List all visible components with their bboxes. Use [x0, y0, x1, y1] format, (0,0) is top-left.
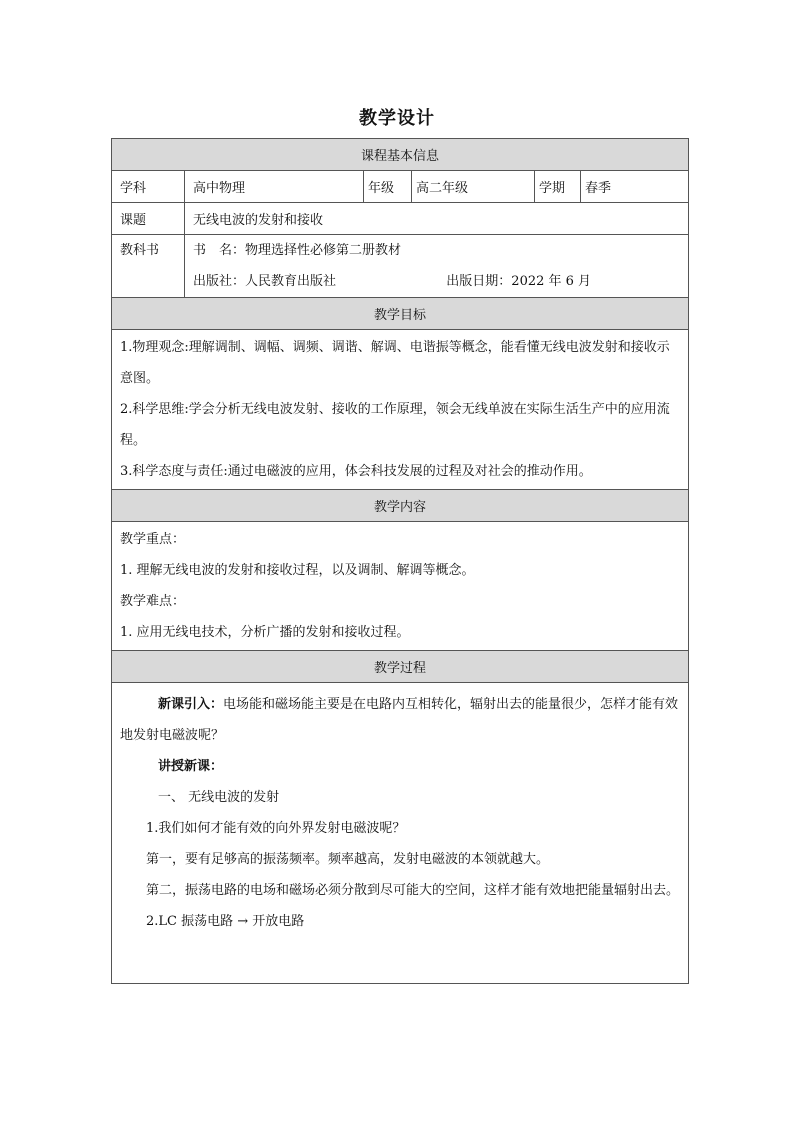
textbook-row [112, 235, 689, 298]
textbook-details [185, 235, 689, 298]
book-name-line: 书 名：物理选择性必修第二册教材 [193, 243, 402, 258]
topic-label: 课题 [112, 203, 185, 235]
textbook-label-cell [112, 235, 185, 298]
objectives-body [112, 330, 689, 490]
difficult-points-label: 教学难点： [120, 594, 186, 609]
key-point-item: 1. 理解无线电波的发射和接收过程，以及调制、解调等概念。 [120, 563, 475, 578]
section-heading: 一、 无线电波的发射 [158, 790, 280, 805]
process-body [112, 683, 689, 984]
publisher-line [193, 266, 680, 297]
difficult-point-item: 1. 应用无线电技术，分析广播的发射和接收过程。 [120, 625, 410, 640]
content-body [112, 522, 689, 651]
publisher: 出版社：人民教育出版社 [193, 274, 337, 289]
lecture-label: 讲授新课： [158, 759, 224, 774]
document-title: 教学设计 [359, 108, 435, 129]
topic-row [112, 203, 689, 235]
topic-value: 无线电波的发射和接收 [185, 203, 689, 235]
textbook-label: 教科书 [120, 243, 160, 258]
term-label: 学期 [535, 171, 581, 203]
key-points-label: 教学重点： [120, 532, 186, 547]
basic-info-header: 课程基本信息 [112, 139, 689, 171]
objective-item: 2.科学思维:学会分析无线电波发射、接收的工作原理，领会无线单波在实际生活生产中的应用流程。 [120, 402, 670, 448]
objective-item: 3.科学态度与责任:通过电磁波的应用，体会科技发展的过程及对社会的推动作用。 [120, 464, 592, 479]
publication-date: 出版日期：2022 年 6 月 [446, 274, 592, 289]
subject-label: 学科 [112, 171, 185, 203]
subject-value: 高中物理 [185, 171, 364, 203]
intro-label: 新课引入： [158, 697, 224, 712]
lc-circuit-line: 2.LC 振荡电路 → 开放电路 [146, 914, 305, 929]
objective-item: 1.物理观念:理解调制、调幅、调频、调谐、解调、电谐振等概念，能看懂无线电波发射和接收示意图。 [120, 340, 670, 386]
content-header: 教学内容 [112, 490, 689, 522]
second-point: 第二，振荡电路的电场和磁场必须分散到尽可能大的空间，这样才能有效地把能量辐射出去。 [146, 883, 680, 898]
objectives-header: 教学目标 [112, 298, 689, 330]
process-header: 教学过程 [112, 651, 689, 683]
first-point: 第一，要有足够高的振荡频率。频率越高，发射电磁波的本领就越大。 [146, 852, 550, 867]
intro-text: 电场能和磁场能主要是在电路内互相转化，辐射出去的能量很少，怎样才能有效地发射电磁波呢？ [120, 697, 679, 743]
intro-paragraph [120, 689, 680, 751]
question-line: 1.我们如何才能有效的向外界发射电磁波呢？ [146, 821, 406, 836]
grade-label: 年级 [364, 171, 412, 203]
term-value: 春季 [581, 171, 689, 203]
basic-info-row [112, 171, 689, 203]
grade-value: 高二年级 [412, 171, 535, 203]
lesson-plan-table [111, 138, 689, 984]
